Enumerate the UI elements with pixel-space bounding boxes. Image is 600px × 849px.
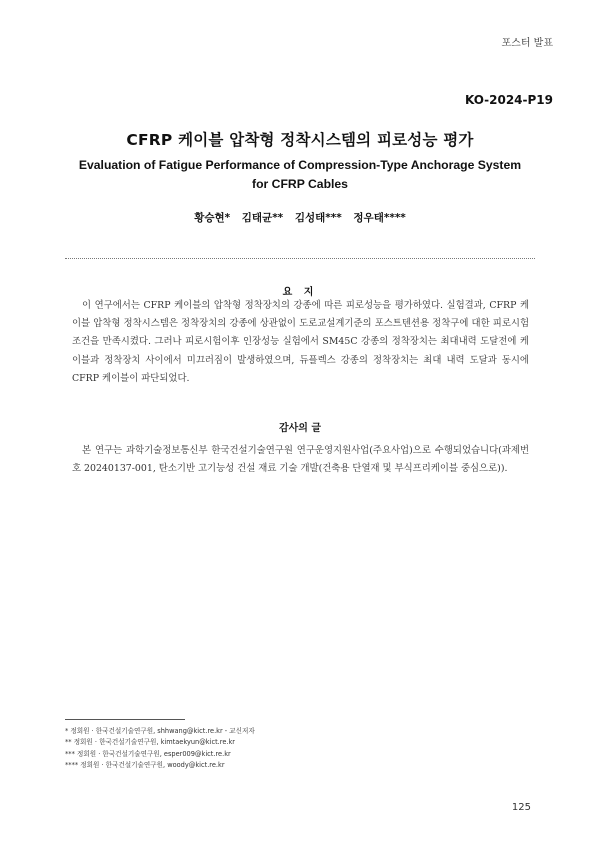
footnote: **** 정회원 · 한국건설기술연구원, woody@kict.re.kr xyxy=(65,760,225,769)
author-name: 김성태*** xyxy=(294,212,342,224)
title-korean: CFRP 케이블 압착형 정착시스템의 피로성능 평가 xyxy=(126,131,474,149)
footnote: * 정회원 · 한국건설기술연구원, shhwang@kict.re.kr - 교신저자 xyxy=(65,727,255,735)
session-label: 포스터 발표 xyxy=(501,38,553,49)
acknowledgement-heading: 감사의 글 xyxy=(278,423,322,434)
title-english: Evaluation of Fatigue Performance of Compression-Type Anchorage System for CFRP Cables xyxy=(78,158,522,191)
acknowledgement-text: 본 연구는 과학기술정보통신부 한국건설기술연구원 연구운영지원사업(주요사업)으로 수행되었습니다(과제번호 20240137-001, 탄소기반 고기능성 건설 재료 기술 개발(건축용 단열재 및 부식프리케이블 중심으로)). xyxy=(72,445,529,475)
author-name: 황승현* xyxy=(194,212,231,224)
author-list xyxy=(0,210,600,225)
footnote: *** 정회원 · 한국건설기술연구원, esper009@kict.re.kr xyxy=(65,749,231,758)
author-name: 정우태**** xyxy=(353,212,406,224)
abstract-text: 이 연구에서는 CFRP 케이블의 압착형 정착장치의 강종에 따른 피로성능을 평가하였다. 실험결과, CFRP 케이블 압착형 정착시스템은 정착장치의 강종에 상관없이 도로교설계기준의 포스트텐션용 정착구에 대한 피로시험 조건을 만족시켰다. 그러나 피로시험이후 인장성능 실험에서 SM45C 강종의 정착장치는 최대내력 도달전에 케이블과 정착장치 사이에서 미끄러짐이 발생하였으며, 듀플렉스 강종의 정착장치는 최대 내력 도달과 동시에 CFRP 케이블이 파단되었다. xyxy=(72,300,529,384)
abstract-heading: 요 지 xyxy=(282,287,318,298)
paper-code: KO-2024-P19 xyxy=(464,93,553,107)
author-name: 김태균** xyxy=(241,212,284,224)
page-number: 125 xyxy=(511,802,531,813)
dotted-divider xyxy=(65,258,535,259)
footnotes xyxy=(65,719,365,771)
footnote: ** 정회원 · 한국건설기술연구원, kimtaekyun@kict.re.kr xyxy=(65,738,236,747)
footnote-rule xyxy=(65,719,185,720)
